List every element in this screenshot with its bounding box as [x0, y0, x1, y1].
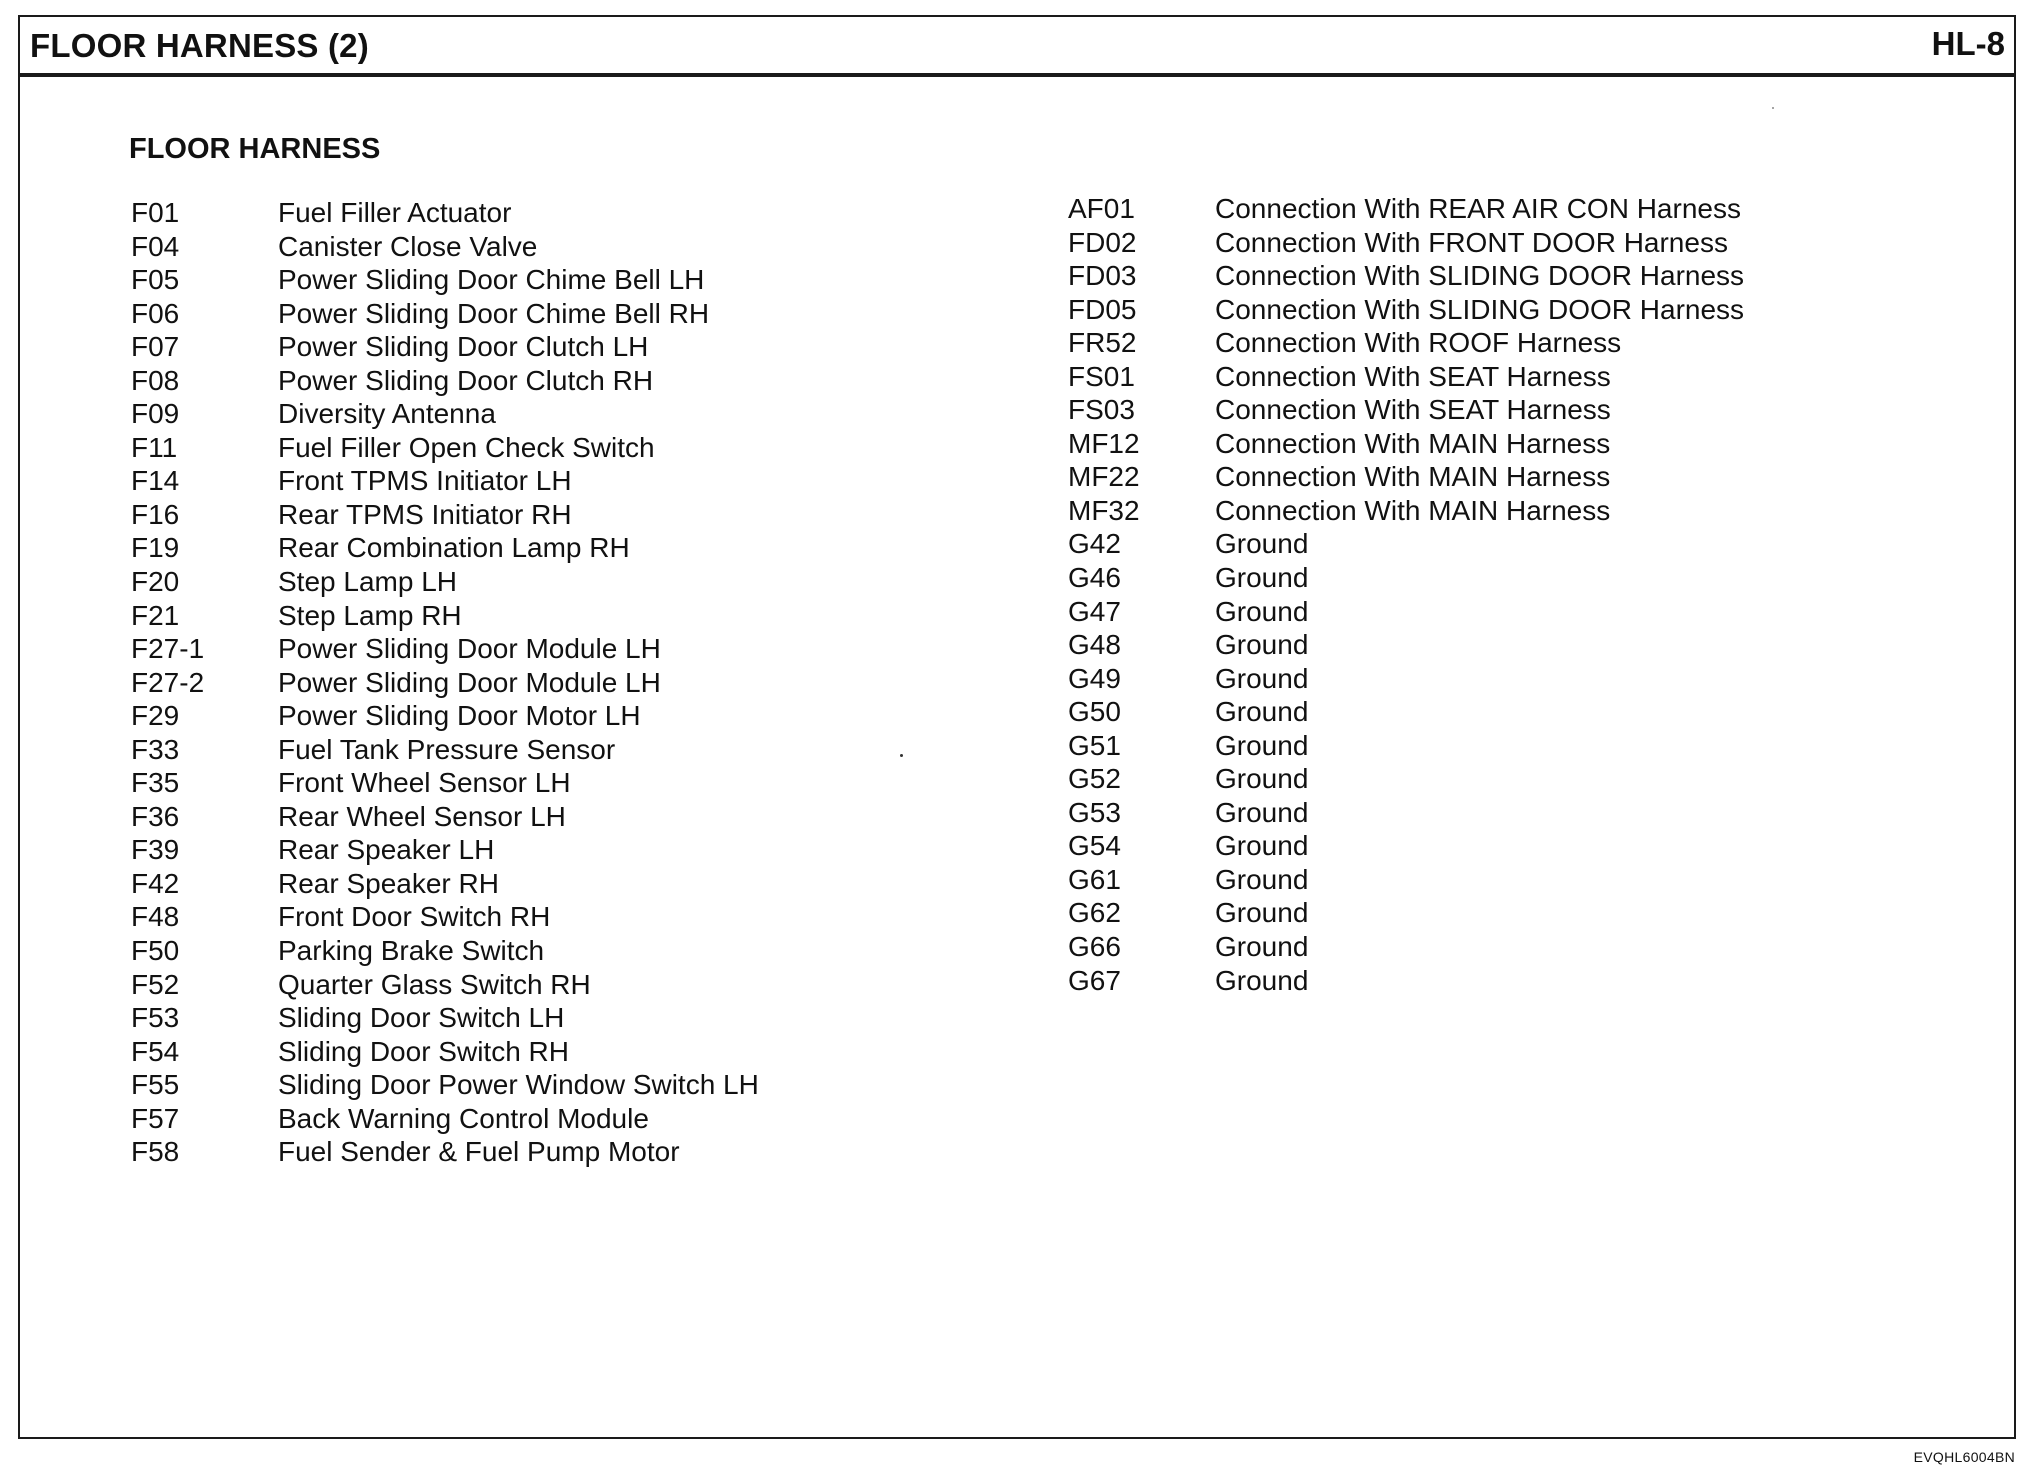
- component-row: [1068, 762, 1744, 796]
- component-row: [131, 599, 759, 633]
- component-row: [1068, 427, 1744, 461]
- component-row: [131, 1102, 759, 1136]
- connector-code: G54: [1068, 830, 1121, 862]
- connector-code: G52: [1068, 763, 1121, 795]
- connector-code: F01: [131, 197, 180, 228]
- connector-code: F16: [131, 498, 180, 530]
- component-list-left: [131, 196, 759, 1169]
- component-description: Rear Speaker RH: [278, 867, 499, 899]
- connector-code: F06: [131, 297, 180, 329]
- component-description: Rear Wheel Sensor LH: [278, 800, 566, 832]
- component-row: [131, 565, 759, 599]
- component-description: Connection With SLIDING DOOR Harness: [1215, 293, 1745, 325]
- connector-code: FR52: [1068, 327, 1137, 359]
- component-description: Fuel Filler Open Check Switch: [278, 431, 655, 463]
- component-row: [1068, 662, 1744, 696]
- component-list-right: [1068, 192, 1744, 997]
- component-row: [131, 968, 759, 1002]
- component-row: [131, 330, 759, 364]
- connector-code: AF01: [1068, 193, 1135, 224]
- component-description: Ground: [1215, 629, 1309, 661]
- component-description: Step Lamp LH: [278, 566, 457, 598]
- connector-code: G42: [1068, 528, 1121, 560]
- connector-code: F27-2: [131, 666, 205, 698]
- component-description: Ground: [1215, 696, 1309, 728]
- connector-code: FD05: [1068, 293, 1137, 325]
- connector-code: F53: [131, 1002, 180, 1034]
- component-description: Ground: [1215, 830, 1309, 862]
- scan-speck: [1772, 107, 1774, 109]
- component-row: [131, 531, 759, 565]
- connector-code: F55: [131, 1069, 180, 1101]
- connector-code: MF12: [1068, 427, 1140, 459]
- component-row: [1068, 930, 1744, 964]
- component-description: Back Warning Control Module: [278, 1102, 649, 1134]
- component-description: Step Lamp RH: [278, 599, 462, 631]
- component-description: Power Sliding Door Motor LH: [278, 700, 641, 732]
- section-title: FLOOR HARNESS: [129, 133, 381, 165]
- component-description: Ground: [1215, 931, 1309, 963]
- component-description: Fuel Tank Pressure Sensor: [278, 733, 616, 765]
- component-description: Connection With SEAT Harness: [1215, 360, 1611, 392]
- component-row: [131, 1135, 759, 1169]
- component-row: [131, 196, 759, 230]
- connector-code: F05: [131, 264, 180, 296]
- connector-code: G61: [1068, 863, 1121, 895]
- component-row: [131, 464, 759, 498]
- connector-code: MF22: [1068, 461, 1140, 493]
- component-description: Ground: [1215, 863, 1309, 895]
- component-row: [1068, 863, 1744, 897]
- connector-code: F42: [131, 867, 180, 899]
- component-description: Canister Close Valve: [278, 230, 538, 262]
- connector-code: G48: [1068, 629, 1121, 661]
- component-description: Connection With ROOF Harness: [1215, 327, 1622, 359]
- component-row: [1068, 360, 1744, 394]
- component-row: [131, 934, 759, 968]
- page-title: FLOOR HARNESS (2): [30, 27, 369, 64]
- connector-code: F58: [131, 1136, 180, 1168]
- component-description: Connection With SLIDING DOOR Harness: [1215, 260, 1745, 292]
- component-description: Rear Speaker LH: [278, 834, 495, 866]
- connector-code: G66: [1068, 931, 1121, 963]
- connector-code: FD03: [1068, 260, 1137, 292]
- connector-code: F52: [131, 968, 180, 1000]
- connector-code: F27-1: [131, 633, 205, 665]
- component-description: Connection With SEAT Harness: [1215, 394, 1611, 426]
- component-row: [1068, 695, 1744, 729]
- connector-code: G51: [1068, 729, 1121, 761]
- component-description: Sliding Door Switch LH: [278, 1002, 565, 1034]
- component-description: Sliding Door Switch RH: [278, 1035, 569, 1067]
- component-row: [1068, 494, 1744, 528]
- component-description: Ground: [1215, 763, 1309, 795]
- component-row: [131, 431, 759, 465]
- component-row: [131, 833, 759, 867]
- component-row: [1068, 460, 1744, 494]
- component-description: Ground: [1215, 897, 1309, 929]
- component-row: [131, 1001, 759, 1035]
- connector-code: F04: [131, 230, 180, 262]
- connector-code: G67: [1068, 964, 1121, 996]
- component-description: Quarter Glass Switch RH: [278, 968, 591, 1000]
- component-description: Ground: [1215, 964, 1309, 996]
- scan-speck: [900, 754, 903, 757]
- component-description: Power Sliding Door Clutch LH: [278, 331, 649, 363]
- connector-code: G53: [1068, 796, 1121, 828]
- component-row: [131, 666, 759, 700]
- connector-code: F48: [131, 901, 180, 933]
- component-description: Connection With MAIN Harness: [1215, 461, 1611, 493]
- component-row: [131, 297, 759, 331]
- component-row: [1068, 628, 1744, 662]
- component-row: [1068, 192, 1744, 226]
- connector-code: G62: [1068, 897, 1121, 929]
- component-description: Fuel Sender & Fuel Pump Motor: [278, 1136, 680, 1168]
- component-row: [131, 263, 759, 297]
- component-row: [1068, 393, 1744, 427]
- page-number: HL-8: [1931, 25, 2005, 62]
- connector-code: F29: [131, 700, 180, 732]
- component-description: Power Sliding Door Chime Bell RH: [278, 297, 710, 329]
- connector-code: F50: [131, 935, 180, 967]
- component-row: [1068, 527, 1744, 561]
- component-row: [131, 230, 759, 264]
- component-row: [131, 699, 759, 733]
- connector-code: F39: [131, 834, 180, 866]
- component-description: Sliding Door Power Window Switch LH: [278, 1069, 759, 1101]
- component-row: [131, 733, 759, 767]
- component-row: [131, 1068, 759, 1102]
- component-description: Ground: [1215, 562, 1309, 594]
- connector-code: F35: [131, 767, 180, 799]
- component-description: Ground: [1215, 796, 1309, 828]
- header-divider: [18, 73, 2016, 77]
- component-row: [131, 397, 759, 431]
- component-row: [131, 364, 759, 398]
- component-row: [131, 900, 759, 934]
- component-row: [131, 632, 759, 666]
- component-row: [1068, 226, 1744, 260]
- component-description: Parking Brake Switch: [278, 935, 545, 967]
- component-description: Power Sliding Door Clutch RH: [278, 364, 654, 396]
- connector-code: F08: [131, 364, 180, 396]
- connector-code: F09: [131, 398, 180, 430]
- component-row: [1068, 896, 1744, 930]
- component-row: [131, 1035, 759, 1069]
- connector-code: G49: [1068, 662, 1121, 694]
- connector-code: F33: [131, 733, 180, 765]
- component-description: Rear Combination Lamp RH: [278, 532, 630, 564]
- component-description: Ground: [1215, 729, 1309, 761]
- component-row: [131, 766, 759, 800]
- component-description: Connection With MAIN Harness: [1215, 494, 1611, 526]
- connector-code: F21: [131, 599, 180, 631]
- component-row: [1068, 595, 1744, 629]
- connector-code: G46: [1068, 562, 1121, 594]
- component-row: [131, 867, 759, 901]
- component-row: [1068, 561, 1744, 595]
- component-description: Power Sliding Door Chime Bell LH: [278, 264, 705, 296]
- component-description: Connection With REAR AIR CON Harness: [1215, 193, 1741, 224]
- connector-code: FS03: [1068, 394, 1135, 426]
- component-description: Front Wheel Sensor LH: [278, 767, 571, 799]
- component-description: Diversity Antenna: [278, 398, 496, 430]
- component-row: [1068, 259, 1744, 293]
- connector-code: F20: [131, 566, 180, 598]
- component-row: [1068, 729, 1744, 763]
- connector-code: F54: [131, 1035, 180, 1067]
- connector-code: FS01: [1068, 360, 1135, 392]
- component-row: [1068, 796, 1744, 830]
- component-row: [1068, 293, 1744, 327]
- connector-code: F19: [131, 532, 180, 564]
- connector-code: F07: [131, 331, 180, 363]
- component-row: [131, 800, 759, 834]
- component-description: Ground: [1215, 595, 1309, 627]
- component-description: Connection With MAIN Harness: [1215, 427, 1611, 459]
- component-description: Front TPMS Initiator LH: [278, 465, 572, 497]
- component-description: Power Sliding Door Module LH: [278, 666, 661, 698]
- component-row: [1068, 829, 1744, 863]
- connector-code: G50: [1068, 696, 1121, 728]
- component-row: [1068, 964, 1744, 998]
- component-description: Power Sliding Door Module LH: [278, 633, 661, 665]
- component-description: Ground: [1215, 528, 1309, 560]
- connector-code: MF32: [1068, 494, 1140, 526]
- component-description: Ground: [1215, 662, 1309, 694]
- component-row: [1068, 326, 1744, 360]
- connector-code: F57: [131, 1102, 180, 1134]
- component-row: [131, 498, 759, 532]
- component-description: Rear TPMS Initiator RH: [278, 498, 572, 530]
- component-description: Front Door Switch RH: [278, 901, 551, 933]
- component-description: Connection With FRONT DOOR Harness: [1215, 226, 1728, 258]
- figure-code: EVQHL6004BN: [1913, 1449, 2015, 1465]
- connector-code: F11: [131, 431, 178, 463]
- connector-code: F14: [131, 465, 180, 497]
- connector-code: G47: [1068, 595, 1121, 627]
- connector-code: F36: [131, 800, 180, 832]
- component-description: Fuel Filler Actuator: [278, 197, 512, 228]
- connector-code: FD02: [1068, 226, 1137, 258]
